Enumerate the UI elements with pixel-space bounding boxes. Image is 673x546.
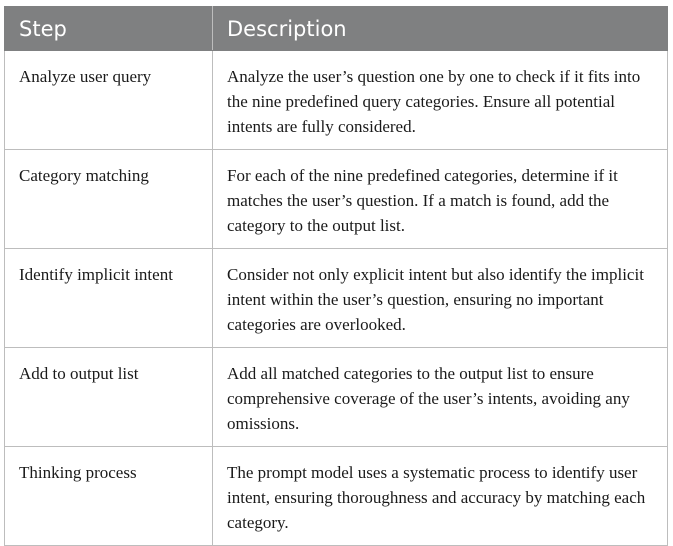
table-header	[5, 7, 668, 51]
description-cell: For each of the nine predefined categories, determine if it matches the user’s question. If a match is found, add the category to the output list.	[213, 150, 668, 249]
steps-table	[4, 6, 668, 546]
description-cell: Analyze the user’s question one by one to check if it fits into the nine predefined query categories. Ensure all potential intents are fully considered.	[213, 51, 668, 150]
step-cell: Thinking process	[5, 447, 213, 546]
table-row	[5, 150, 668, 249]
steps-table-container	[4, 6, 667, 532]
header-row	[5, 7, 668, 51]
table-row	[5, 249, 668, 348]
description-cell: The prompt model uses a systematic process to identify user intent, ensuring thoroughness and accuracy by matching each category.	[213, 447, 668, 546]
step-cell: Analyze user query	[5, 51, 213, 150]
table-row	[5, 51, 668, 150]
step-cell: Category matching	[5, 150, 213, 249]
step-cell: Identify implicit intent	[5, 249, 213, 348]
table-row	[5, 447, 668, 546]
description-cell: Consider not only explicit intent but also identify the implicit intent within the user’s question, ensuring no important categories are overlooked.	[213, 249, 668, 348]
column-header-description: Description	[213, 7, 668, 51]
description-cell: Add all matched categories to the output list to ensure comprehensive coverage of the user’s intents, avoiding any omissions.	[213, 348, 668, 447]
step-cell: Add to output list	[5, 348, 213, 447]
table-row	[5, 348, 668, 447]
table-body	[5, 51, 668, 546]
column-header-step: Step	[5, 7, 213, 51]
